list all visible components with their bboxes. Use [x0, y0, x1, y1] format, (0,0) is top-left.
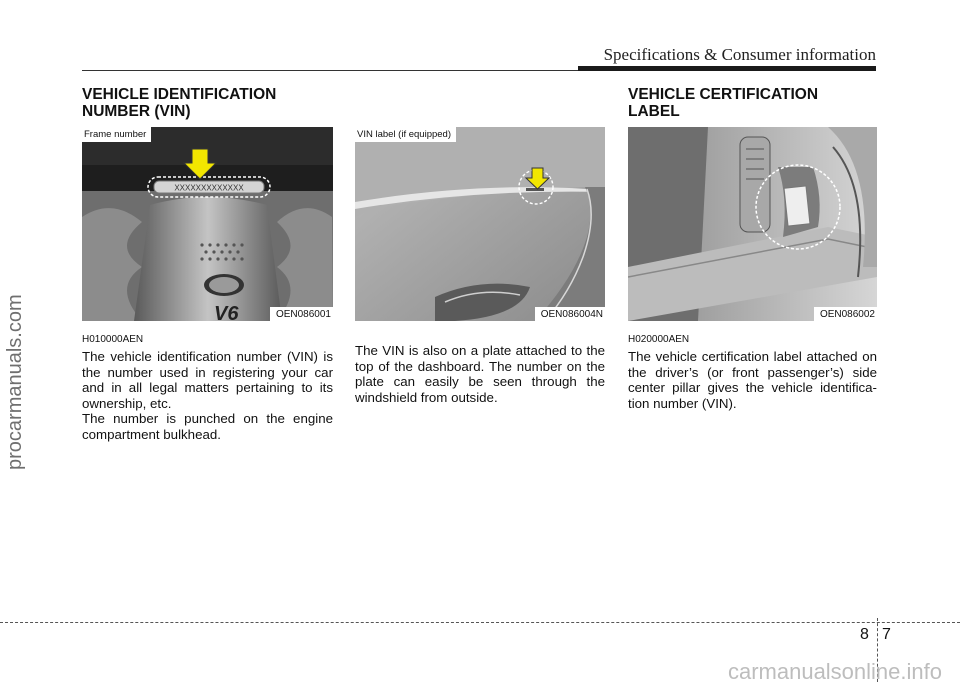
- vin-label-caption: VIN label (if equipped): [355, 127, 456, 142]
- certification-doc-code: H020000AEN: [628, 334, 690, 345]
- engine-bay-illustration: [82, 127, 333, 321]
- vin-plate-paragraph: The VIN is also on a plate attached to the top of the dashboard. The number on the plate can easily be seen through the windshield from outside.: [355, 343, 605, 405]
- vin-doc-code: H010000AEN: [82, 334, 144, 345]
- image-code-1: OEN086001: [270, 307, 333, 321]
- engine-badge: V6: [214, 303, 239, 321]
- image-code-2: OEN086004N: [535, 307, 605, 321]
- page-header-title: Specifications & Consumer information: [603, 45, 876, 64]
- page-number: 7: [882, 626, 891, 643]
- section-number: 8: [860, 626, 869, 643]
- side-watermark: procarmanuals.com: [4, 294, 26, 470]
- dashboard-illustration: [355, 127, 605, 321]
- bottom-watermark: carmanualsonline.info: [727, 659, 942, 684]
- certification-paragraph: The vehicle certification label attached on the driver’s (or front passenger’s) side center pillar gives the vehicle identifica-tion number (VIN).: [628, 349, 877, 411]
- vin-paragraph-2: The number is punched on the engine compartment bulkhead.: [82, 411, 333, 442]
- image-code-3: OEN086002: [814, 307, 877, 321]
- vin-heading: VEHICLE IDENTIFICATION NUMBER (VIN): [82, 86, 277, 120]
- vin-paragraph-1: The vehicle identification number (VIN) is the number used in registering your car and in all legal matters pertaining to its ownership, etc.: [82, 349, 333, 411]
- certification-heading: VEHICLE CERTIFICATION LABEL: [628, 86, 819, 120]
- door-pillar-illustration: [628, 127, 877, 321]
- vin-plate-text: XXXXXXXXXXXXX: [174, 183, 244, 193]
- dashboard-vin-photo: [355, 127, 605, 321]
- header-accent-bar: [578, 66, 876, 71]
- engine-bay-photo: [82, 127, 333, 321]
- footer-dashed-rule: [0, 622, 960, 623]
- frame-number-caption: Frame number: [82, 127, 151, 142]
- door-pillar-photo: [628, 127, 877, 321]
